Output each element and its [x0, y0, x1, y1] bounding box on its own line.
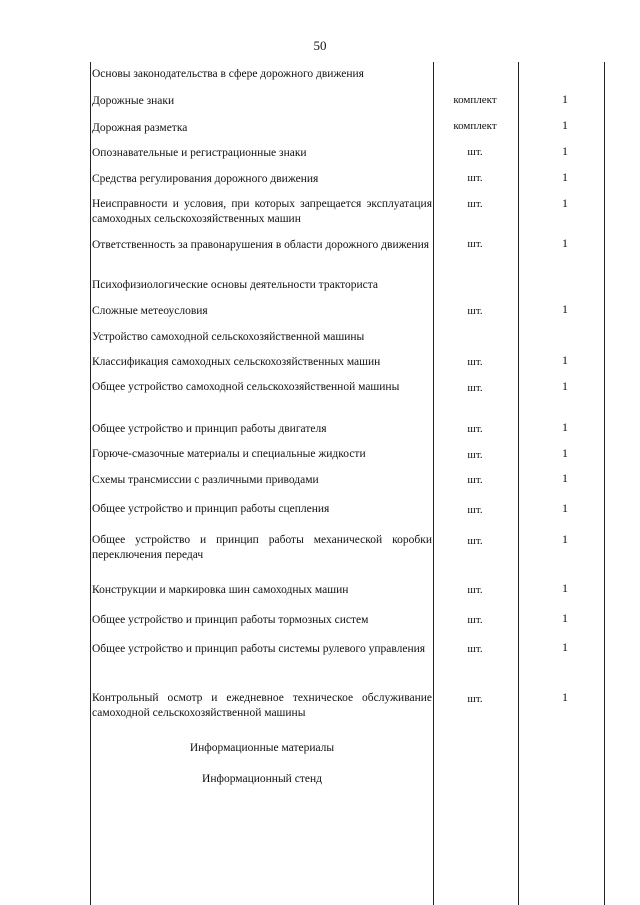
row-qty: 1 — [562, 471, 568, 485]
row-name: Общее устройство и принцип работы двигателя — [92, 423, 327, 435]
row-name: Ответственность за правонарушения в области дорожного движения — [92, 239, 430, 251]
row-unit: шт. — [467, 146, 483, 158]
row-unit: шт. — [467, 238, 483, 250]
row-qty: 1 — [562, 532, 568, 546]
row-qty: 1 — [562, 353, 568, 367]
row-name: Опознавательные и регистрационные знаки — [92, 147, 307, 159]
row-qty: 1 — [562, 144, 568, 158]
row-name: Общее устройство и принцип работы системы рулевого управления — [92, 643, 426, 655]
row-name: Дорожные знаки — [92, 95, 175, 107]
row-name: Сложные метеоусловия — [92, 305, 208, 317]
table-border-left — [90, 62, 91, 905]
row-qty: 1 — [562, 420, 568, 434]
row-unit: шт. — [467, 423, 483, 435]
row-unit: шт. — [467, 614, 483, 626]
row-qty: 1 — [562, 118, 568, 132]
row-name: Устройство самоходной сельскохозяйственной машины — [92, 331, 365, 343]
section-heading-info-materials: Информационные материалы — [189, 742, 335, 754]
page-number: 50 — [313, 38, 327, 53]
row-name: Психофизиологические основы деятельности тракториста — [92, 279, 379, 291]
row-qty: 1 — [562, 446, 568, 460]
row-unit: шт. — [467, 449, 483, 461]
row-qty: 1 — [562, 640, 568, 654]
row-unit: шт. — [467, 172, 483, 184]
row-unit: шт. — [467, 693, 483, 705]
row-name: Общее устройство и принцип работы сцепления — [92, 503, 330, 515]
row-name: Дорожная разметка — [92, 122, 188, 134]
row-qty: 1 — [562, 379, 568, 393]
table-divider-unit-qty — [518, 62, 519, 905]
row-qty: 1 — [562, 236, 568, 250]
row-unit: шт. — [467, 305, 483, 317]
row-unit: шт. — [467, 584, 483, 596]
row-name: Схемы трансмиссии с различными приводами — [92, 474, 319, 486]
row-unit: шт. — [467, 504, 483, 516]
table-divider-name-unit — [433, 62, 434, 905]
row-name: Классификация самоходных сельскохозяйственных машин — [92, 356, 381, 368]
row-unit: шт. — [467, 198, 483, 210]
row-name: Конструкции и маркировка шин самоходных машин — [92, 584, 349, 596]
row-name: Общее устройство и принцип работы механической коробки переключения передач — [92, 534, 432, 561]
row-qty: 1 — [562, 302, 568, 316]
section-heading-info-stand: Информационный стенд — [202, 773, 322, 785]
table-border-right — [604, 62, 605, 905]
row-unit: комплект — [453, 94, 497, 106]
row-name: Неисправности и условия, при которых запрещается эксплуатация самоходных сельскохозяйственных машин — [92, 198, 432, 225]
row-name: Контрольный осмотр и ежедневное техническое обслуживание самоходной сельскохозяйственной машины — [92, 692, 432, 719]
row-qty: 1 — [562, 196, 568, 210]
row-unit: шт. — [467, 356, 483, 368]
row-qty: 1 — [562, 690, 568, 704]
row-qty: 1 — [562, 170, 568, 184]
row-qty: 1 — [562, 611, 568, 625]
row-name: Основы законодательства в сфере дорожного движения — [92, 68, 364, 80]
row-name: Общее устройство и принцип работы тормозных систем — [92, 614, 369, 626]
row-name: Общее устройство самоходной сельскохозяйственной машины — [92, 381, 400, 393]
row-unit: шт. — [467, 535, 483, 547]
row-qty: 1 — [562, 501, 568, 515]
row-qty: 1 — [562, 92, 568, 106]
row-unit: шт. — [467, 643, 483, 655]
row-unit: комплект — [453, 120, 497, 132]
row-qty: 1 — [562, 581, 568, 595]
row-name: Горюче-смазочные материалы и специальные жидкости — [92, 448, 366, 460]
row-name: Средства регулирования дорожного движения — [92, 173, 319, 185]
row-unit: шт. — [467, 474, 483, 486]
row-unit: шт. — [467, 382, 483, 394]
